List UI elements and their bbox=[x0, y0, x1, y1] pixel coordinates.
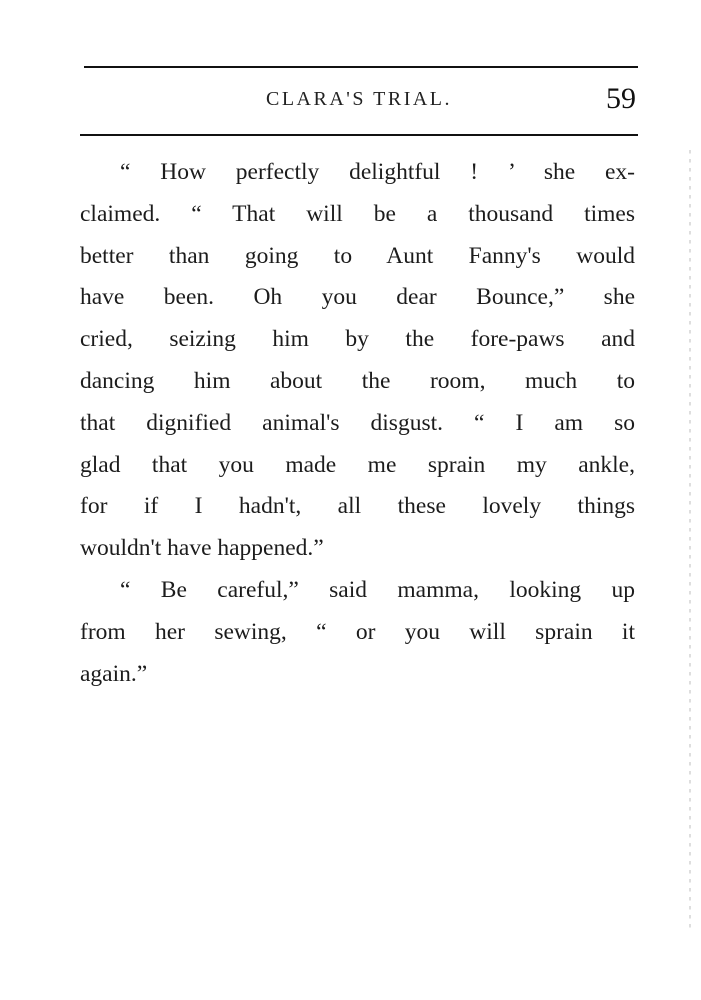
paragraph bbox=[80, 152, 635, 570]
text-line: better than going to Aunt Fanny's would bbox=[80, 242, 635, 269]
text-line: “ Be careful,” said mamma, looking up bbox=[120, 576, 635, 603]
text-line: for if I hadn't, all these lovely things bbox=[80, 493, 635, 520]
text-line: have been. Oh you dear Bounce,” she bbox=[80, 284, 635, 311]
paragraph bbox=[80, 570, 635, 695]
page-number: 59 bbox=[606, 82, 636, 115]
text-line: “ How perfectly delightful ! ’ she ex- bbox=[120, 159, 635, 185]
page-header bbox=[80, 80, 638, 124]
text-line: wouldn't have happened.” bbox=[80, 535, 324, 562]
header-bottom-rule bbox=[80, 134, 638, 136]
body-text bbox=[80, 152, 635, 695]
text-line: dancing him about the room, much to bbox=[80, 367, 635, 394]
text-line: from her sewing, “ or you will sprain it bbox=[80, 618, 635, 645]
text-line: glad that you made me sprain my ankle, bbox=[80, 451, 635, 478]
text-line: claimed. “ That will be a thousand times bbox=[80, 200, 635, 227]
text-line: cried, seizing him by the fore-paws and bbox=[80, 326, 635, 353]
page-edge-shadow bbox=[689, 150, 691, 930]
text-line: again.” bbox=[80, 660, 148, 687]
running-head: CLARA'S TRIAL. bbox=[265, 88, 453, 110]
header-top-rule bbox=[84, 66, 638, 68]
text-line: that dignified animal's disgust. “ I am so bbox=[80, 409, 635, 436]
